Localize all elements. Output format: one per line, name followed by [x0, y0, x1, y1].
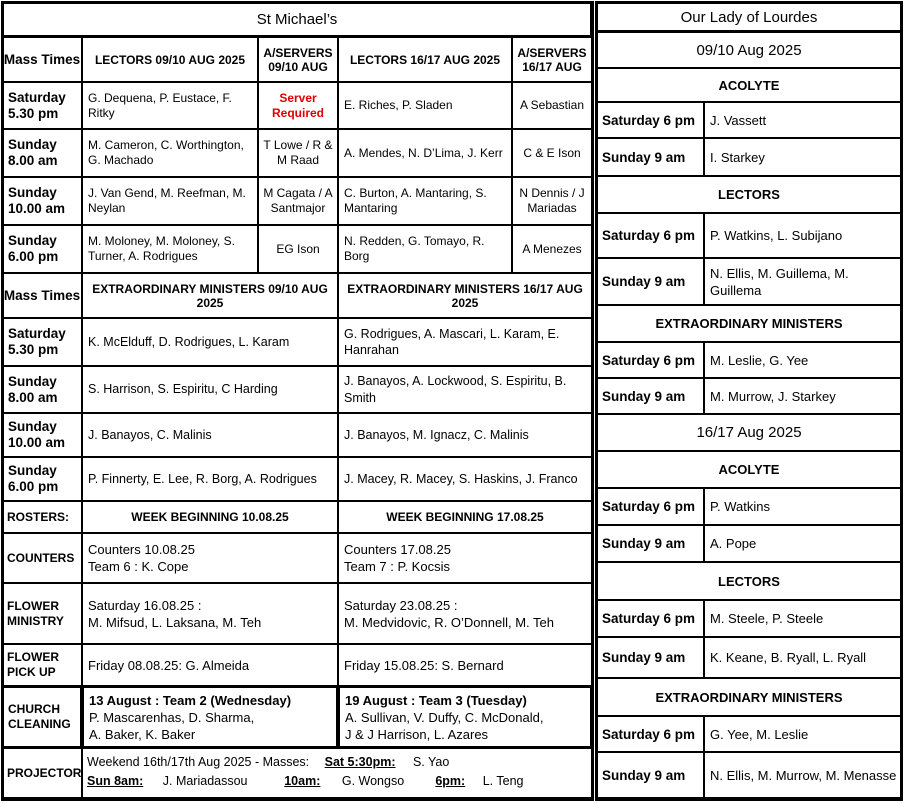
lector-row-day: Sunday 8.00 am	[2, 129, 82, 177]
flower-week1	[82, 583, 338, 644]
cleaning-week2	[338, 686, 592, 748]
row-day: Sunday 9 am	[596, 752, 704, 798]
lector-row-day: Saturday 5.30 pm	[2, 82, 82, 129]
lectors-header-week2: LECTORS 16/17 AUG 2025	[338, 37, 512, 82]
church-cleaning-label: CHURCH CLEANING	[2, 686, 82, 748]
row-day: Sunday 9 am	[596, 525, 704, 562]
cleaning-week1-names-b: A. Baker, K. Baker	[89, 726, 196, 742]
servers-week2-cell: A Sebastian	[512, 82, 592, 129]
lourdes-date-week2: 16/17 Aug 2025	[596, 414, 902, 451]
row-names: K. Keane, B. Ryall, L. Ryall	[704, 637, 902, 678]
servers-week2-cell: A Menezes	[512, 225, 592, 273]
lectors-week1-cell: M. Cameron, C. Worthington, G. Machado	[82, 129, 258, 177]
rosters-label: ROSTERS:	[2, 501, 82, 533]
em-week1-cell: S. Harrison, S. Espiritu, C Harding	[82, 366, 338, 413]
em-week2-cell: J. Macey, R. Macey, S. Haskins, J. Franco	[338, 457, 592, 501]
projector-label: PROJECTOR	[2, 748, 82, 798]
em-row-day: Sunday 8.00 am	[2, 366, 82, 413]
projector-10am-label: 10am:	[284, 774, 321, 788]
em-week2-cell: J. Banayos, A. Lockwood, S. Espiritu, B. Smith	[338, 366, 592, 413]
row-day: Saturday 6 pm	[596, 488, 704, 525]
section-header: ACOLYTE	[596, 451, 902, 488]
servers-week1-cell: EG Ison	[258, 225, 338, 273]
em-week1-cell: J. Banayos, C. Malinis	[82, 413, 338, 457]
counters-week1-date: Counters 10.08.25	[88, 542, 195, 557]
counters-week1-team: Team 6 : K. Cope	[88, 559, 189, 574]
projector-sat-label: Sat 5:30pm:	[324, 755, 396, 769]
row-names: G. Yee, M. Leslie	[704, 716, 902, 752]
lectors-week1-cell: G. Dequena, P. Eustace, F. Ritky	[82, 82, 258, 129]
cleaning-week2-team: 19 August : Team 3 (Tuesday)	[345, 692, 527, 708]
flower-ministry-label: FLOWER MINISTRY	[2, 583, 82, 644]
row-day: Sunday 9 am	[596, 378, 704, 414]
em-row-day: Sunday 10.00 am	[2, 413, 82, 457]
projector-weekend: Weekend 16th/17th Aug 2025 - Masses:	[87, 755, 310, 769]
row-day: Sunday 9 am	[596, 138, 704, 176]
row-names: J. Vassett	[704, 102, 902, 138]
lectors-header-week1: LECTORS 09/10 AUG 2025	[82, 37, 258, 82]
lector-row-day: Sunday 6.00 pm	[2, 225, 82, 273]
row-day: Sunday 9 am	[596, 637, 704, 678]
lectors-week1-cell: M. Moloney, M. Moloney, S. Turner, A. Rodrigues	[82, 225, 258, 273]
section-header: EXTRAORDINARY MINISTERS	[596, 305, 902, 342]
row-day: Saturday 6 pm	[596, 342, 704, 378]
mass-times-header: Mass Times	[2, 37, 82, 82]
cleaning-week2-names-a: A. Sullivan, V. Duffy, C. McDonald,	[345, 709, 544, 725]
flower-week2-names: M. Medvidovic, R. O’Donnell, M. Teh	[344, 614, 554, 630]
cleaning-week2-names-b: J & J Harrison, L. Azares	[345, 726, 489, 742]
flower-week2-date: Saturday 23.08.25 :	[344, 597, 458, 613]
row-names: N. Ellis, M. Guillema, M. Guillema	[704, 258, 902, 305]
em-week2-cell: G. Rodrigues, A. Mascari, L. Karam, E. Hanrahan	[338, 318, 592, 366]
counters-week2	[338, 533, 592, 583]
section-header: LECTORS	[596, 176, 902, 213]
row-names: M. Steele, P. Steele	[704, 600, 902, 637]
servers-week1-cell: M Cagata / A Santmajor	[258, 177, 338, 225]
em-week2-cell: J. Banayos, M. Ignacz, C. Malinis	[338, 413, 592, 457]
servers-week1-cell: Server Required	[258, 82, 338, 129]
row-names: N. Ellis, M. Murrow, M. Menasse	[704, 752, 902, 798]
cleaning-week1	[82, 686, 338, 748]
flower-week1-names: M. Mifsud, L. Laksana, M. Teh	[88, 614, 262, 630]
row-names: M. Leslie, G. Yee	[704, 342, 902, 378]
row-names: M. Murrow, J. Starkey	[704, 378, 902, 414]
section-header: ACOLYTE	[596, 68, 902, 102]
projector-sun-name: J. Mariadassou	[162, 774, 248, 788]
cleaning-week1-names-a: P. Mascarenhas, D. Sharma,	[89, 709, 255, 725]
pickup-week1: Friday 08.08.25: G. Almeida	[82, 644, 338, 686]
row-day: Saturday 6 pm	[596, 600, 704, 637]
servers-week2-cell: C & E Ison	[512, 129, 592, 177]
projector-schedule	[82, 748, 592, 798]
em-row-day: Saturday 5.30 pm	[2, 318, 82, 366]
row-day: Sunday 9 am	[596, 258, 704, 305]
lectors-week1-cell: J. Van Gend, M. Reefman, M. Neylan	[82, 177, 258, 225]
cleaning-week1-team: 13 August : Team 2 (Wednesday)	[89, 692, 292, 708]
servers-header-week1: A/SERVERS 09/10 AUG	[258, 37, 338, 82]
counters-label: COUNTERS	[2, 533, 82, 583]
flower-week2	[338, 583, 592, 644]
flower-week1-date: Saturday 16.08.25 :	[88, 597, 202, 613]
servers-week1-cell: T Lowe / R & M Raad	[258, 129, 338, 177]
servers-week2-cell: N Dennis / J Mariadas	[512, 177, 592, 225]
section-header: LECTORS	[596, 562, 902, 600]
projector-10am-name: G. Wongso	[341, 774, 405, 788]
em-header-week1: EXTRAORDINARY MINISTERS 09/10 AUG 2025	[82, 273, 338, 318]
counters-week2-date: Counters 17.08.25	[344, 542, 451, 557]
row-day: Saturday 6 pm	[596, 716, 704, 752]
flower-pickup-label: FLOWER PICK UP	[2, 644, 82, 686]
projector-6pm-label: 6pm:	[435, 774, 466, 788]
em-week1-cell: K. McElduff, D. Rodrigues, L. Karam	[82, 318, 338, 366]
lectors-week2-cell: C. Burton, A. Mantaring, S. Mantaring	[338, 177, 512, 225]
projector-sat-name: S. Yao	[412, 755, 450, 769]
row-day: Saturday 6 pm	[596, 102, 704, 138]
lectors-week2-cell: A. Mendes, N. D’Lima, J. Kerr	[338, 129, 512, 177]
st-michaels-title: St Michael’s	[2, 2, 592, 37]
week1-header: WEEK BEGINNING 10.08.25	[82, 501, 338, 533]
servers-header-week2: A/SERVERS 16/17 AUG	[512, 37, 592, 82]
projector-sun-label: Sun 8am:	[87, 774, 144, 788]
projector-6pm-name: L. Teng	[482, 774, 524, 788]
row-day: Saturday 6 pm	[596, 213, 704, 258]
lourdes-title: Our Lady of Lourdes	[596, 2, 902, 32]
counters-week1	[82, 533, 338, 583]
lourdes-date-week1: 09/10 Aug 2025	[596, 32, 902, 68]
pickup-week2: Friday 15.08.25: S. Bernard	[338, 644, 592, 686]
counters-week2-team: Team 7 : P. Kocsis	[344, 559, 450, 574]
mass-times-header: Mass Times	[2, 273, 82, 318]
em-week1-cell: P. Finnerty, E. Lee, R. Borg, A. Rodrigues	[82, 457, 338, 501]
em-header-week2: EXTRAORDINARY MINISTERS 16/17 AUG 2025	[338, 273, 592, 318]
week2-header: WEEK BEGINNING 17.08.25	[338, 501, 592, 533]
row-names: P. Watkins	[704, 488, 902, 525]
lectors-week2-cell: N. Redden, G. Tomayo, R. Borg	[338, 225, 512, 273]
row-names: P. Watkins, L. Subijano	[704, 213, 902, 258]
row-names: I. Starkey	[704, 138, 902, 176]
row-names: A. Pope	[704, 525, 902, 562]
section-header: EXTRAORDINARY MINISTERS	[596, 678, 902, 716]
lectors-week2-cell: E. Riches, P. Sladen	[338, 82, 512, 129]
em-row-day: Sunday 6.00 pm	[2, 457, 82, 501]
lector-row-day: Sunday 10.00 am	[2, 177, 82, 225]
